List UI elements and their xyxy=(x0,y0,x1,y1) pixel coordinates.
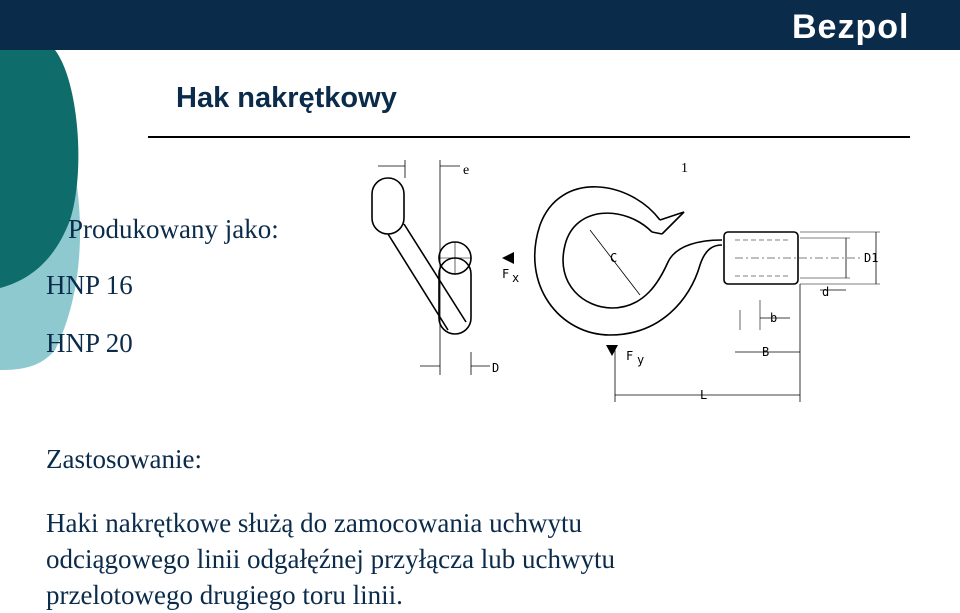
dim-label-d-big: D xyxy=(492,361,500,375)
produced-as-label: Produkowany jako: xyxy=(68,214,279,244)
svg-text:Bezpol: Bezpol xyxy=(792,8,910,46)
dim-label-l: L xyxy=(700,388,708,402)
dim-label-b-big: B xyxy=(762,345,770,359)
description-line: odciągowego linii odgałęźnej przyłącza lub uchwytu xyxy=(46,544,616,574)
dim-label-d-small: d xyxy=(822,285,830,299)
description-line: przelotowego drugiego toru linii. xyxy=(46,580,403,610)
force-x-arrow xyxy=(502,252,514,264)
dim-label-c: C xyxy=(610,251,618,265)
dim-label-d1: D1 xyxy=(864,251,879,265)
force-y-arrow xyxy=(606,345,618,356)
application-heading: Zastosowanie: xyxy=(46,444,202,474)
force-x-subscript: x xyxy=(512,271,520,285)
title-divider xyxy=(148,136,910,138)
hook-side-view xyxy=(372,160,490,375)
dim-label-e: e xyxy=(463,163,470,178)
force-x-label: F xyxy=(502,267,510,281)
description-line: Haki nakrętkowe służą do zamocowania uchwytu xyxy=(46,508,583,538)
force-y-subscript: y xyxy=(637,353,645,367)
hook-technical-drawing xyxy=(360,150,890,410)
dim-label-b-small: b xyxy=(770,311,778,325)
force-y-label: F xyxy=(626,349,634,363)
application-description xyxy=(46,505,946,613)
variant-item: HNP 20 xyxy=(46,328,133,358)
page-title: Hak nakrętkowy xyxy=(176,82,397,114)
variant-item: HNP 16 xyxy=(46,270,133,300)
decorative-swoosh xyxy=(0,50,120,370)
dim-label-1: 1 xyxy=(681,161,688,176)
bezpol-logo xyxy=(788,4,948,46)
